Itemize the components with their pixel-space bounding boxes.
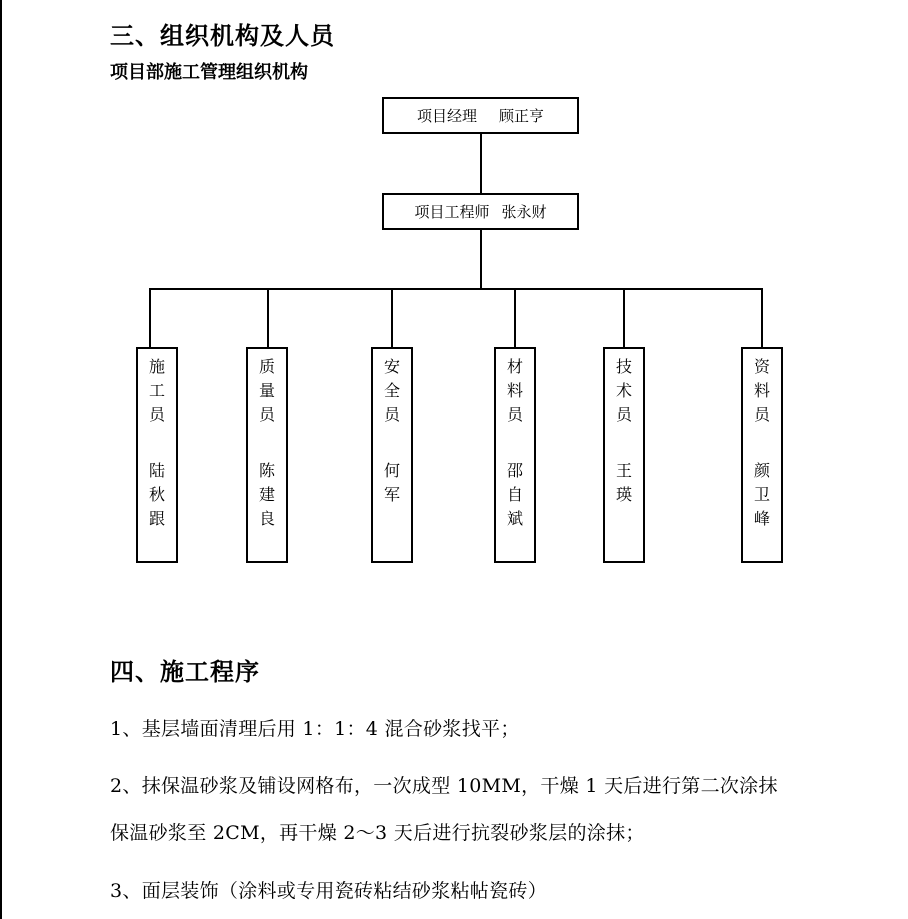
- staff-box: [246, 347, 288, 563]
- staff-role: 施工员: [148, 357, 165, 424]
- staff-box: [603, 347, 645, 563]
- staff-name: 颜卫峰: [753, 461, 770, 528]
- connector-drop: [761, 288, 763, 348]
- staff-box: [741, 347, 783, 563]
- staff-role: 技术员: [615, 357, 632, 424]
- manager-role: 项目经理: [416, 107, 477, 125]
- staff-name: 陈建良: [258, 461, 275, 528]
- step-line: 3、面层装饰（涂料或专用瓷砖粘结砂浆粘帖瓷砖）: [110, 880, 547, 902]
- engineer-name: 张永财: [501, 203, 547, 221]
- staff-name: 王瑛: [615, 461, 632, 504]
- staff-box: [136, 347, 178, 563]
- org-chart-title: 项目部施工管理组织机构: [110, 62, 308, 83]
- staff-role: 安全员: [383, 357, 400, 424]
- connector-manager-engineer: [480, 134, 482, 193]
- staff-name: 陆秋跟: [148, 461, 165, 528]
- section4-heading: 四、施工程序: [110, 658, 260, 686]
- staff-name: 邵自斌: [506, 461, 523, 528]
- connector-drop: [514, 288, 516, 348]
- connector-drop: [267, 288, 269, 348]
- staff-role: 资料员: [753, 357, 770, 424]
- step-line: 保温砂浆至 2CM，再干燥 2～3 天后进行抗裂砂浆层的涂抹；: [110, 822, 645, 844]
- manager-box: [382, 97, 579, 134]
- staff-box: [494, 347, 536, 563]
- staff-name: 何军: [383, 461, 400, 504]
- engineer-box: [382, 193, 579, 230]
- connector-drop: [391, 288, 393, 348]
- connector-engineer-bus: [480, 230, 482, 289]
- staff-box: [371, 347, 413, 563]
- step-line: 2、抹保温砂浆及铺设网格布，一次成型 10MM，干燥 1 天后进行第二次涂抹: [110, 775, 778, 797]
- staff-role: 质量员: [258, 357, 275, 424]
- step-line: 1、基层墙面清理后用 1：1：4 混合砂浆找平；: [110, 718, 520, 740]
- staff-role: 材料员: [506, 357, 523, 424]
- connector-horizontal-bus: [149, 288, 763, 290]
- section3-heading: 三、组织机构及人员: [110, 22, 335, 50]
- connector-drop: [149, 288, 151, 348]
- connector-drop: [623, 288, 625, 348]
- manager-name: 顾正亨: [499, 107, 545, 125]
- page-left-border: [0, 0, 2, 919]
- engineer-role: 项目工程师: [414, 203, 490, 221]
